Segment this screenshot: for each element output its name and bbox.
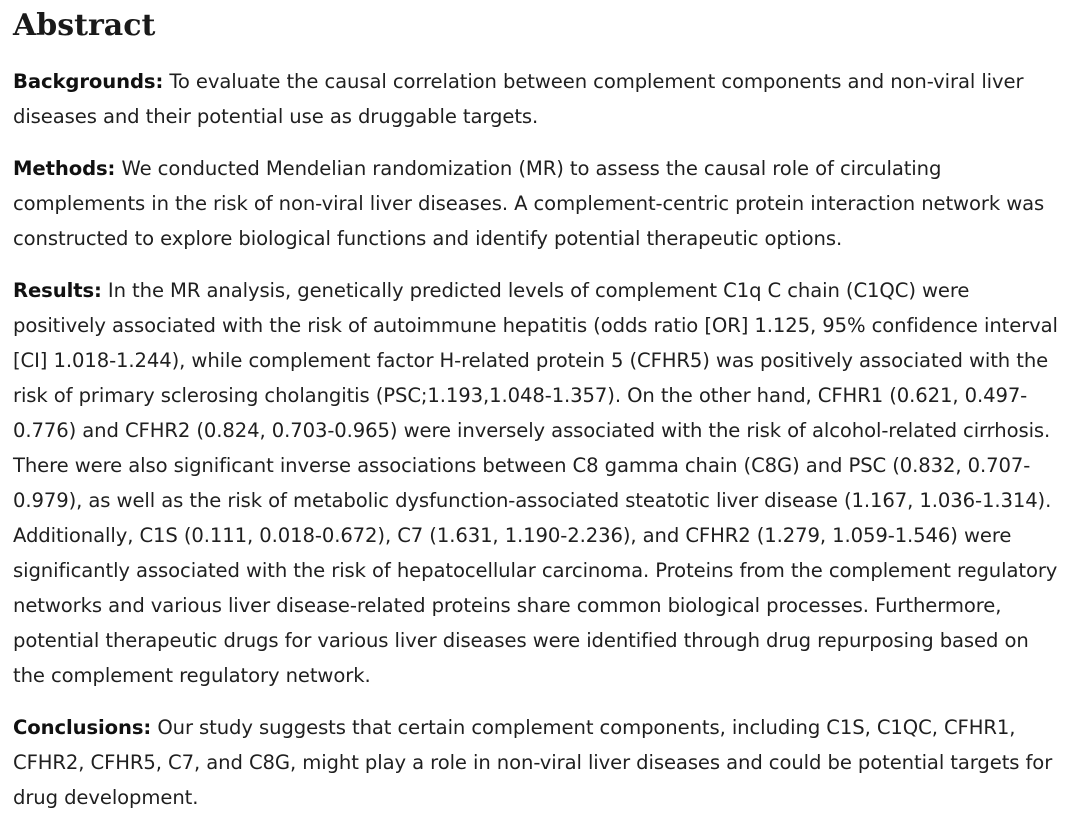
section-label-backgrounds: Backgrounds: [13,70,164,93]
section-text-conclusions: Our study suggests that certain complement components, including C1S, C1QC, CFHR1, CFHR2, CFHR5, C7, and C8G, might play a role in non-viral liver diseases and could be potential targets for drug development. [13,716,1053,809]
section-conclusions [13,710,1066,815]
section-text-results: In the MR analysis, genetically predicted levels of complement C1q C chain (C1QC) were positively associated with the risk of autoimmune hepatitis (odds ratio [OR] 1.125, 95% confidence interval [CI] 1.018-1.244), while complement factor H-related protein 5 (CFHR5) was positively associated with the risk of primary sclerosing cholangitis (PSC;1.193,1.048-1.357). On the other hand, CFHR1 (0.621, 0.497- 0.776) and CFHR2 (0.824, 0.703-0.965) were inversely associated with the risk of alcohol-related cirrhosis. There were also significant inverse associations between C8 gamma chain (C8G) and PSC (0.832, 0.707-0.979), as well as the risk of metabolic dysfunction-associated steatotic liver disease (1.167, 1.036-1.314). Additionally, C1S (0.111, 0.018-0.672), C7 (1.631, 1.190-2.236), and CFHR2 (1.279, 1.059-1.546) were significantly associated with the risk of hepatocellular carcinoma. Proteins from the complement regulatory networks and various liver disease-related proteins share common biological processes. Furthermore, potential therapeutic drugs for various liver diseases were identified through drug repurposing based on the complement regulatory network. [13,279,1058,687]
section-results [13,273,1066,693]
section-text-methods: We conducted Mendelian randomization (MR) to assess the causal role of circulating complements in the risk of non-viral liver diseases. A complement-centric protein interaction network was constructed to explore biological functions and identify potential therapeutic options. [13,157,1045,250]
section-methods [13,151,1066,256]
section-text-backgrounds: To evaluate the causal correlation between complement components and non-viral liver diseases and their potential use as druggable targets. [13,70,1024,128]
section-label-conclusions: Conclusions: [13,716,152,739]
abstract-title: Abstract [13,8,156,43]
section-backgrounds [13,64,1066,134]
section-label-results: Results: [13,279,102,302]
section-label-methods: Methods: [13,157,116,180]
